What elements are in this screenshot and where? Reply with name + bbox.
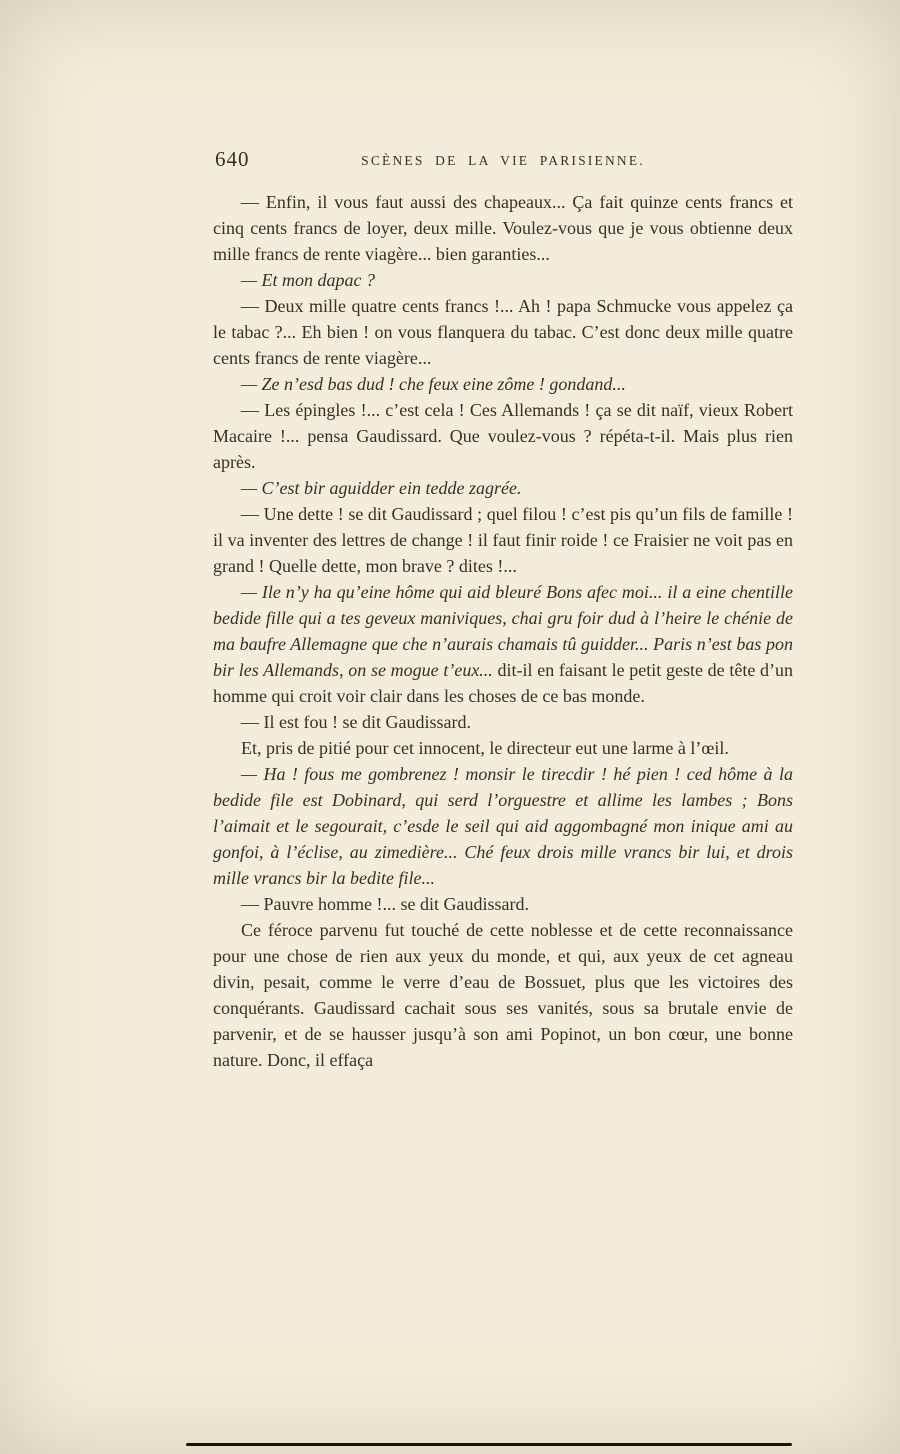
- page-text: [213, 189, 793, 1073]
- text-segment-roman: — Il est fou ! se dit Gaudissard.: [241, 712, 471, 732]
- paragraph: [213, 501, 793, 579]
- text-segment-roman: — Enfin, il vous faut aussi des chapeaux... Ça fait quinze cents francs et cinq cents francs de loyer, deux mille. Voulez-vous que je vous obtienne deux mille francs de rente viagère... bien garanties...: [213, 192, 793, 264]
- paragraph: [213, 475, 793, 501]
- text-segment-roman: Et, pris de pitié pour cet innocent, le directeur eut une larme à l’œil.: [241, 738, 729, 758]
- text-segment-italic: — Ze n’esd bas dud ! che feux eine zôme ! gondand...: [241, 374, 626, 394]
- paragraph: [213, 917, 793, 1073]
- scan-artifact-line: [186, 1443, 792, 1446]
- page-number: 640: [215, 147, 250, 171]
- text-segment-roman: Ce féroce parvenu fut touché de cette noblesse et de cette reconnaissance pour une chose de rien aux yeux du monde, et qui, aux yeux de cet agneau divin, pesait, comme le verre d’eau de Bossuet, plus que les victoires des conquérants. Gaudissard cachait sous ses vanités, sous sa brutale envie de parvenir, et de se hausser jusqu’à son ami Popinot, un bon cœur, une bonne nature. Donc, il effaça: [213, 920, 793, 1070]
- text-segment-roman: — Deux mille quatre cents francs !... Ah ! papa Schmucke vous appelez ça le tabac ?... Eh bien ! on vous flanquera du tabac. C’est donc deux mille quatre cents francs de rente viagère...: [213, 296, 793, 368]
- paragraph: [213, 371, 793, 397]
- text-segment-roman: — Pauvre homme !... se dit Gaudissard.: [241, 894, 529, 914]
- paragraph: [213, 189, 793, 267]
- text-segment-italic: — Et mon dapac ?: [241, 270, 375, 290]
- text-segment-roman: — Une dette ! se dit Gaudissard ; quel filou ! c’est pis qu’un fils de famille ! il va inventer des lettres de change ! il faut finir roide ! ce Fraisier ne voit pas en grand ! Quelle dette, mon brave ? dites !...: [213, 504, 793, 576]
- paragraph: [213, 735, 793, 761]
- page-header: [213, 147, 793, 178]
- text-segment-italic: — C’est bir aguidder ein tedde zagrée.: [241, 478, 522, 498]
- text-segment-italic: — Ha ! fous me gombrenez ! monsir le tirecdir ! hé pien ! ced hôme à la bedide file est Dobinard, qui serd l’orguestre et allime les lambes ; Bons l’aimait et le segourait, c’esde le seil qui aid aggombagné mon inique ami au gonfoi, à l’éclise, au zimedière... Ché feux drois mille vrancs bir lui, et drois mille vrancs bir la bedite file...: [213, 764, 793, 888]
- text-segment-roman: — Les épingles !... c’est cela ! Ces Allemands ! ça se dit naïf, vieux Robert Macaire !... pensa Gaudissard. Que voulez-vous ? répéta-t-il. Mais plus rien après.: [213, 400, 793, 472]
- paragraph: [213, 579, 793, 709]
- paragraph: [213, 891, 793, 917]
- paragraph: [213, 267, 793, 293]
- running-header: SCÈNES DE LA VIE PARISIENNE.: [361, 153, 645, 168]
- text-segment-roman: dit-il en faisant le petit geste de tête d’un homme qui croit voir clair dans les choses de ce bas monde.: [213, 660, 793, 706]
- text-segment-italic: — Ile n’y ha qu’eine hôme qui aid bleuré Bons afec moi... il a eine chentille bedide fille qui a tes geveux maniviques, chai gru foir dud à l’heire le chénie de ma baufre Allemagne que che n’aurais chamais tû guidder... Paris n’est bas pon bir les Allemands, on se mogue t’eux...: [213, 582, 793, 680]
- paragraph: [213, 709, 793, 735]
- paragraph: [213, 761, 793, 891]
- paragraph: [213, 293, 793, 371]
- paragraph: [213, 397, 793, 475]
